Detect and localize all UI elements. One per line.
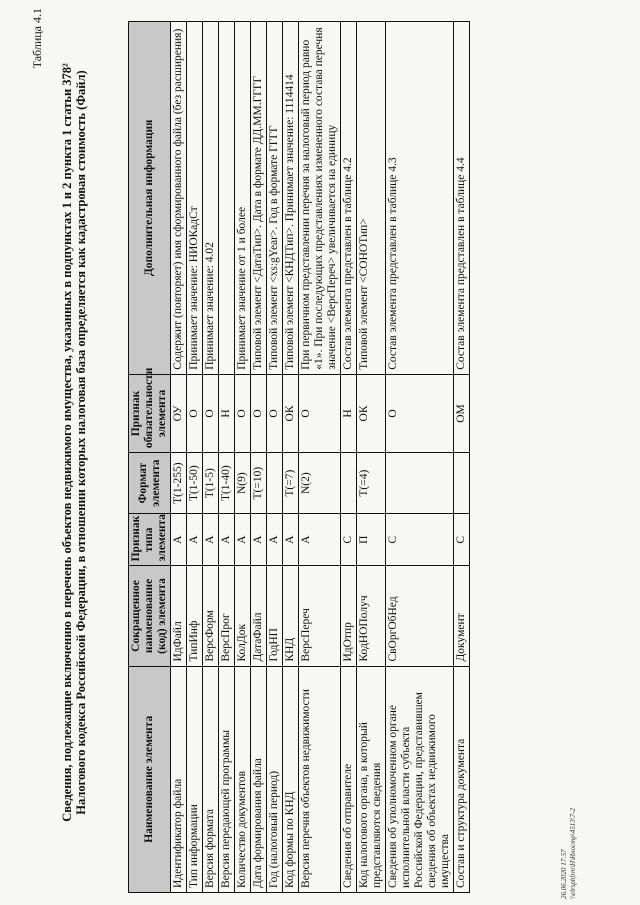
- cell-code: ИдФайл: [171, 566, 187, 666]
- cell-info: Типовой элемент <КНДТип>. Принимает значение: 1114414: [283, 22, 299, 375]
- cell-type: С: [386, 514, 454, 566]
- cell-name: Версия формата: [203, 666, 219, 892]
- cell-code: КолДок: [235, 566, 251, 666]
- cell-info: Типовой элемент <ДатаТип>. Дата в формате ДД.ММ.ГГГГ: [251, 22, 267, 375]
- cell-type: А: [235, 514, 251, 566]
- title-line-1: Сведения, подлежащие включению в перечень объектов недвижимого имущества, указанных в подпунктах 1 и 2 пункта 1 статьи 378²: [60, 63, 74, 822]
- cell-required: ОУ: [171, 374, 187, 452]
- cell-info: Принимает значение: 4.02: [203, 22, 219, 375]
- cell-type: А: [283, 514, 299, 566]
- cell-info: Содержит (повторяет) имя сформированного файла (без расширения): [171, 22, 187, 375]
- cell-info: Состав элемента представлен в таблице 4.4: [454, 22, 470, 375]
- table-row: [357, 22, 386, 893]
- cell-format: T(=10): [251, 453, 267, 514]
- cell-name: Версия передающей программы: [219, 666, 235, 892]
- cell-info: При первичном представлении перечня за налоговый период равно «1». При последующих представлениях измененного состава перечня значение <ВерсПереч> увеличивается на единицу: [299, 22, 341, 375]
- table-number: Таблица 4.1: [30, 8, 44, 69]
- cell-info: [219, 22, 235, 375]
- stamp-date: 26.06.2020 17:57: [560, 849, 568, 899]
- cell-name: Год (налоговый период): [267, 666, 283, 892]
- col-format-header: Формат элемента: [129, 453, 171, 514]
- elements-table: [128, 21, 470, 893]
- cell-code: ВерсПрог: [219, 566, 235, 666]
- cell-required: О: [267, 374, 283, 452]
- cell-format: [454, 453, 470, 514]
- cell-required: Н: [219, 374, 235, 452]
- cell-type: С: [454, 514, 470, 566]
- cell-required: О: [251, 374, 267, 452]
- cell-name: Код формы по КНД: [283, 666, 299, 892]
- cell-required: О: [299, 374, 341, 452]
- cell-code: Документ: [454, 566, 470, 666]
- page-title: [60, 40, 88, 845]
- cell-name: Версия перечня объектов недвижимости: [299, 666, 341, 892]
- cell-format: [341, 453, 357, 514]
- cell-type: А: [251, 514, 267, 566]
- table-row: [187, 22, 203, 893]
- cell-code: КодНОПолуч: [357, 566, 386, 666]
- cell-required: О: [187, 374, 203, 452]
- cell-format: T(1-40): [219, 453, 235, 514]
- cell-code: ГодНП: [267, 566, 283, 666]
- cell-name: Идентификатор файла: [171, 666, 187, 892]
- cell-type: С: [341, 514, 357, 566]
- cell-type: А: [267, 514, 283, 566]
- cell-info: Состав элемента представлен в таблице 4.2: [341, 22, 357, 375]
- cell-format: T(1-255): [171, 453, 187, 514]
- cell-type: А: [171, 514, 187, 566]
- cell-format: [386, 453, 454, 514]
- cell-required: ОК: [357, 374, 386, 452]
- cell-name: Код налогового органа, в который представляются сведения: [357, 666, 386, 892]
- cell-name: Сведения об уполномоченном органе исполнительной власти субъекта Российской Федерации, представившем сведения об объектах недвижимого имущества: [386, 666, 454, 892]
- cell-info: Принимает значение: НИОКадСт: [187, 22, 203, 375]
- cell-type: П: [357, 514, 386, 566]
- cell-required: Н: [341, 374, 357, 452]
- cell-required: О: [235, 374, 251, 452]
- cell-code: ТипИнф: [187, 566, 203, 666]
- cell-required: ОК: [283, 374, 299, 452]
- cell-name: Состав и структура документа: [454, 666, 470, 892]
- table-row: [203, 22, 219, 893]
- cell-required: О: [203, 374, 219, 452]
- table-row: [219, 22, 235, 893]
- cell-format: N(9): [235, 453, 251, 514]
- cell-code: ДатаФайл: [251, 566, 267, 666]
- cell-required: О: [386, 374, 454, 452]
- cell-info: Типовой элемент <СОНОТип>: [357, 22, 386, 375]
- col-type-header: Признак типа элемента: [129, 514, 171, 566]
- cell-format: T(1-5): [203, 453, 219, 514]
- cell-code: СвОргОбНед: [386, 566, 454, 666]
- cell-name: Дата формирования файла: [251, 666, 267, 892]
- table-row: [454, 22, 470, 893]
- cell-info: Принимает значение от 1 и более: [235, 22, 251, 375]
- print-stamp: [560, 808, 578, 899]
- cell-code: КНД: [283, 566, 299, 666]
- table-body: [171, 22, 470, 893]
- table-row: [283, 22, 299, 893]
- cell-code: ИдОтпр: [341, 566, 357, 666]
- cell-type: А: [299, 514, 341, 566]
- cell-format: T(=7): [283, 453, 299, 514]
- cell-type: А: [219, 514, 235, 566]
- cell-type: А: [187, 514, 203, 566]
- col-code-header: Сокращенное наименование (код) элемента: [129, 566, 171, 666]
- table-row: [251, 22, 267, 893]
- table-row: [299, 22, 341, 893]
- col-required-header: Признак обязательности элемента: [129, 374, 171, 452]
- cell-required: ОМ: [454, 374, 470, 452]
- table-row: [235, 22, 251, 893]
- cell-type: А: [203, 514, 219, 566]
- cell-name: Тип информации: [187, 666, 203, 892]
- table-row: [341, 22, 357, 893]
- cell-info: Состав элемента представлен в таблице 4.3: [386, 22, 454, 375]
- table-row: [386, 22, 454, 893]
- cell-name: Сведения об отправителе: [341, 666, 357, 892]
- cell-code: ВерсФорм: [203, 566, 219, 666]
- col-name-header: Наименование элемента: [129, 666, 171, 892]
- cell-format: T(=4): [357, 453, 386, 514]
- stamp-path: \\elrspbfrm\H\Иностр\4513\7-2: [569, 808, 577, 899]
- cell-info: Типовой элемент <xs:gYear>. Год в формате ГГГГ: [267, 22, 283, 375]
- cell-name: Количество документов: [235, 666, 251, 892]
- cell-format: [267, 453, 283, 514]
- table-header-row: [129, 22, 171, 893]
- cell-code: ВерсПереч: [299, 566, 341, 666]
- cell-format: N(2): [299, 453, 341, 514]
- col-info-header: Дополнительная информация: [129, 22, 171, 375]
- title-line-2: Налогового кодекса Российской Федерации, в отношении которых налоговая база определяется как кадастровая стоимость (Файл): [74, 70, 88, 815]
- table-row: [171, 22, 187, 893]
- table-row: [267, 22, 283, 893]
- page-header: [0, 0, 130, 905]
- cell-format: T(1-50): [187, 453, 203, 514]
